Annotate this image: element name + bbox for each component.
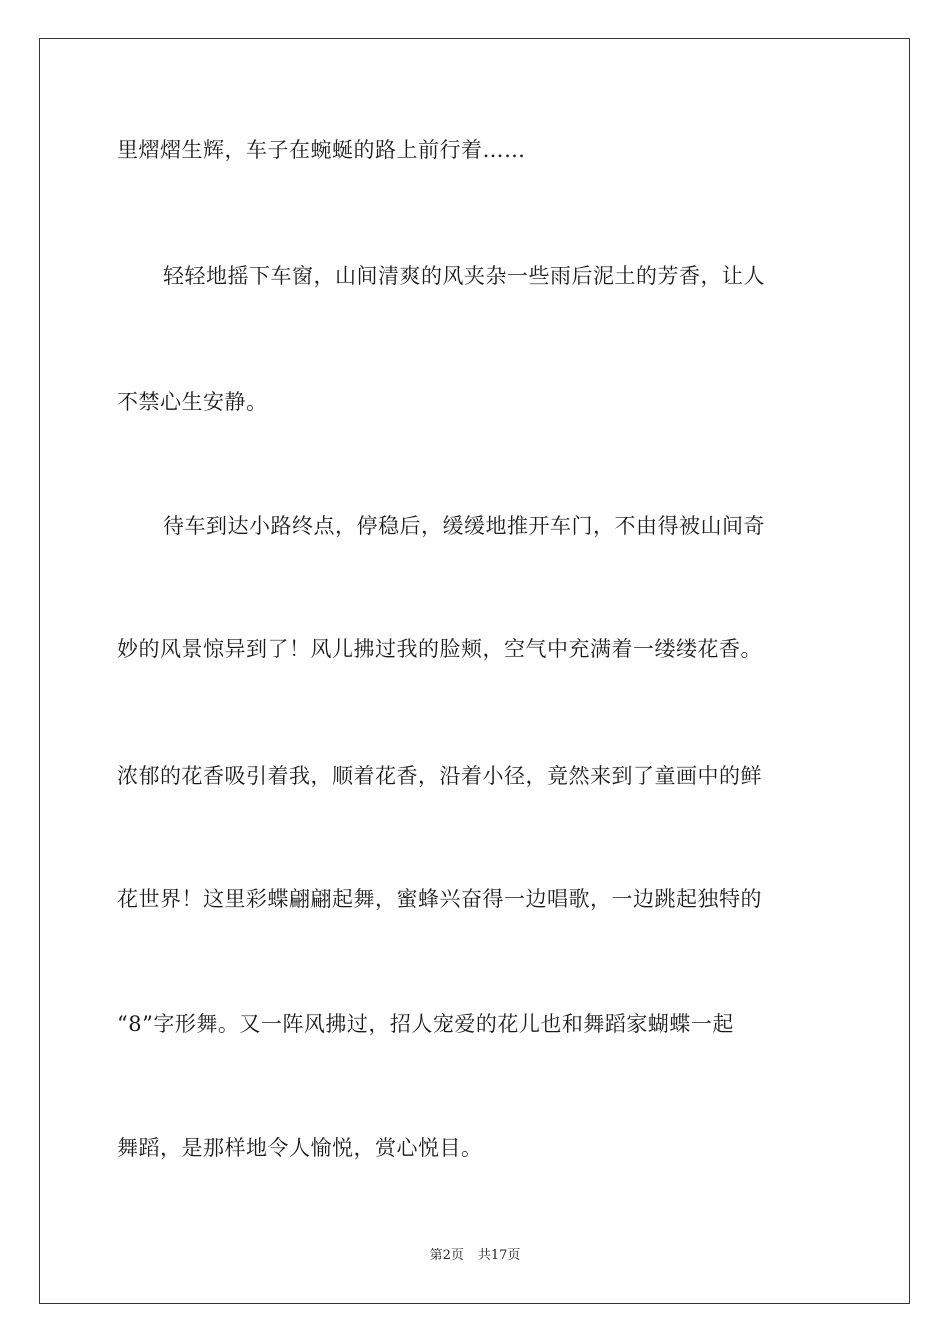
paragraph-line: 轻轻地摇下车窗，山间清爽的风夹杂一些雨后泥土的芳香，让人	[163, 264, 765, 288]
page-footer	[0, 1247, 950, 1265]
paragraph-line: 里熠熠生辉，车子在蜿蜒的路上前行着……	[117, 138, 526, 162]
paragraph-line: 花世界！这里彩蝶翩翩起舞，蜜蜂兴奋得一边唱歌，一边跳起独特的	[117, 887, 762, 911]
paragraph-line: 不禁心生安静。	[117, 390, 268, 414]
paragraph-line: 舞蹈，是那样地令人愉悦，赏心悦目。	[117, 1136, 483, 1160]
paragraph-line: “8”字形舞。又一阵风拂过，招人宠爱的花儿也和舞蹈家蝴蝶一起	[117, 1012, 734, 1036]
paragraph-line: 待车到达小路终点，停稳后，缓缓地推开车门，不由得被山间奇	[163, 514, 765, 538]
page-total: 共17页	[477, 1248, 521, 1263]
paragraph-line: 妙的风景惊异到了！风儿拂过我的脸颊，空气中充满着一缕缕花香。	[117, 637, 762, 661]
page-number: 第2页	[429, 1248, 464, 1263]
page-border	[39, 38, 910, 1304]
paragraph-line: 浓郁的花香吸引着我，顺着花香，沿着小径，竟然来到了童画中的鲜	[117, 764, 762, 788]
